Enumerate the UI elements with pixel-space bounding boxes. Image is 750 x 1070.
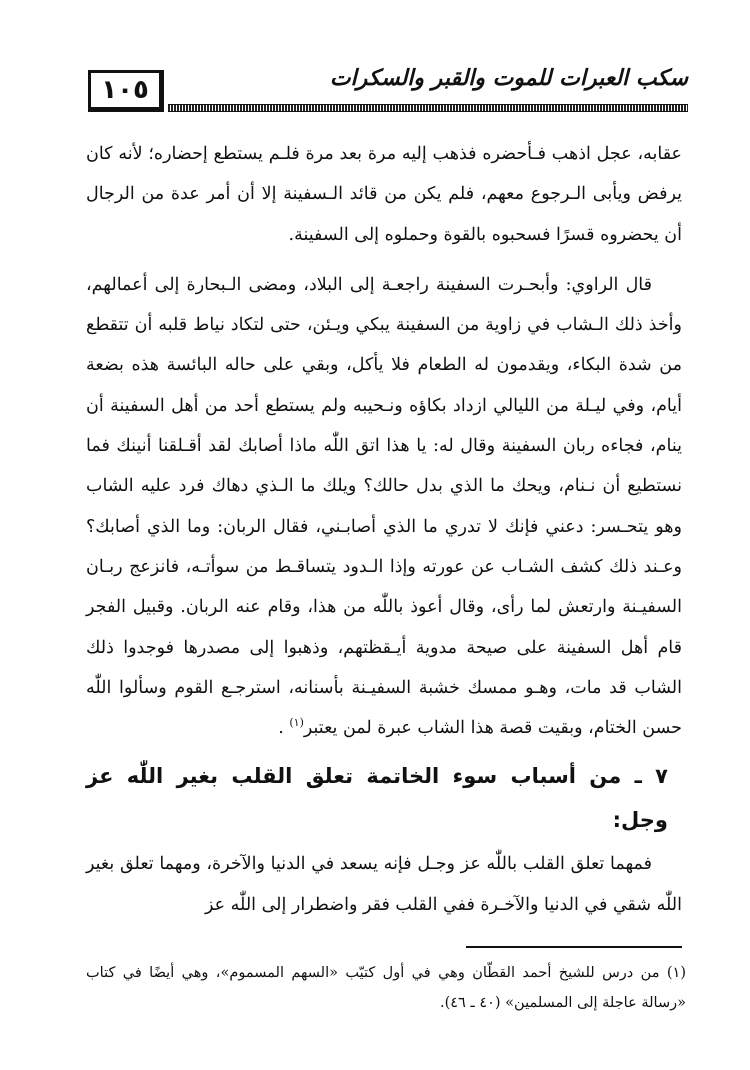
footnote-divider (466, 946, 682, 948)
footnote-marker: (١) (289, 716, 304, 730)
footnote: (١) من درس للشيخ أحمد القطّان وهي في أول كتيّب «السهم المسموم»، وهي أيضًا في كتاب «رسالة عاجلة إلى المسلمين» (٤٠ ـ ٤٦). (86, 965, 686, 1011)
page-number: ١٠٥ (88, 70, 164, 112)
paragraph-2-end: . (278, 718, 290, 739)
paragraph-2 (86, 265, 682, 749)
paragraph-3: فمهما تعلق القلب باللّٰه عز وجـل فإنه يسعد في الدنيا والآخرة، ومهما تعلق بغير اللّٰه شقي في الدنيا والآخـرة ففي القلب فقر واضطرار إلى اللّٰه عز (86, 854, 682, 915)
paragraph-2-text: قال الراوي: وأبحـرت السفينة راجعـة إلى البلاد، ومضى الـبحارة إلى أعمالهم، وأخذ ذلك الـشاب في زاوية من السفينة يبكي ويـئن، حتى لتكاد نياط قلبه أن تتقطع من شدة البكاء، ويقدمون له الطعام فلا يأكل، وبقي على حاله البائسة هذه بضعة أيام، وفي ليـلة من الليالي ازداد بكاؤه ونـحيبه ولم يستطع أحد من أهل السفينة أن ينام، فجاءه ربان السفينة وقال له: يا هذا اتق اللّٰه ماذا أصابك لقد أقـلقنا أنينك فما نستطيع أن نـنام، ويحك ما الذي بدل حالك؟ ويلك ما الـذي دهاك فرد عليه الشاب وهو يتحـسر: دعني فإنك لا تدري ما الذي أصابـني، فقال الربان: وما الذي أصابك؟ وعـند ذلك كشف الشـاب عن عورته وإذا الـدود يتساقـط من سوأتـه، فانزعج ربـان السفيـنة وارتعش لما رأى، وقال أعوذ باللّٰه من هذا، وقام عنه الربان. وقبيل الفجر قام أهل السفينة على صيحة مدوية أيـقظتهم، وذهبوا إلى مصدرها فوجدوا ذلك الشاب قد مات، وهـو ممسك خشبة السفيـنة بأسنانه، استرجـع القوم وسألوا اللّٰه حسن الختام، وبقيت قصة هذا الشاب عبرة لمن يعتبر (86, 274, 682, 739)
running-title: سكب العبرات للموت والقبر والسكرات (329, 66, 688, 91)
paragraph-1: عقابه، عجل اذهب فـأحضره فذهب إليه مرة بعد مرة فلـم يستطع إحضاره؛ لأنه كان يرفض ويأبى الـرجوع معهم، فلم يكن من قائد الـسفينة إلا أن أمر عدة من الرجال أن يحضروه قسرًا فسحبوه بالقوة وحملوه إلى السفينة. (86, 144, 682, 245)
section-heading: ٧ ـ من أسباب سوء الخاتمة تعلق القلب بغير اللّٰه عز وجل: (86, 764, 668, 833)
header-rule (168, 104, 688, 112)
page-header (88, 66, 688, 122)
main-text (86, 134, 682, 925)
